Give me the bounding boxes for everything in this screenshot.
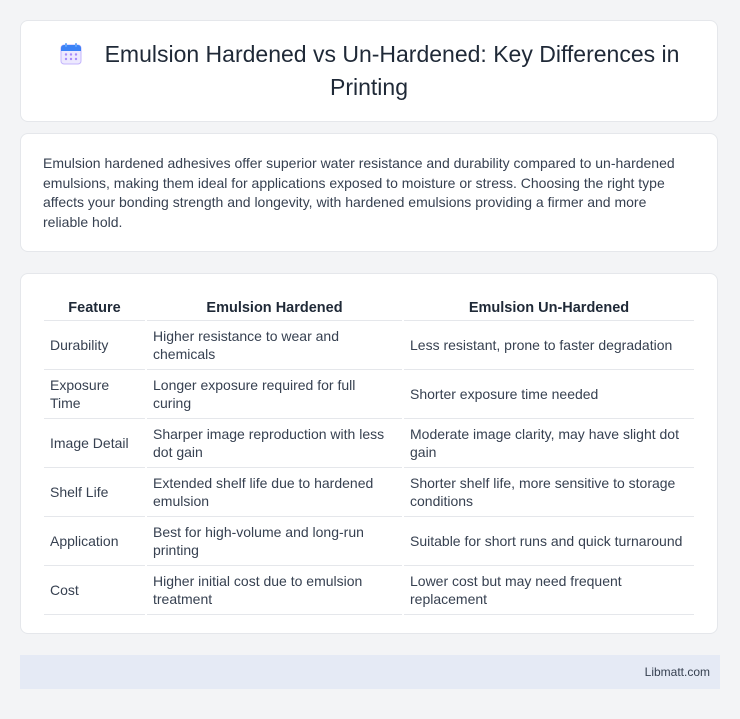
header-unhardened: Emulsion Un-Hardened [404,294,694,321]
row-hardened: Best for high-volume and long-run printing [147,517,402,566]
row-hardened: Longer exposure required for full curing [147,370,402,419]
row-feature: Durability [44,321,145,370]
row-unhardened: Lower cost but may need frequent replacement [404,566,694,615]
intro-card [20,133,718,252]
row-hardened: Higher resistance to wear and chemicals [147,321,402,370]
row-hardened: Higher initial cost due to emulsion treatment [147,566,402,615]
row-unhardened: Moderate image clarity, may have slight dot gain [404,419,694,468]
page-title: Emulsion Hardened vs Un-Hardened: Key Differences in Printing [104,41,680,100]
intro-paragraph: Emulsion hardened adhesives offer superior water resistance and durability compared to un-hardened emulsions, making them ideal for applications exposed to moisture or stress. Choosing the right type affects your bonding strength and longevity, with hardened emulsions providing a firmer and more reliable hold. [43,155,675,230]
table-row [44,566,694,615]
row-feature: Image Detail [44,419,145,468]
header-feature: Feature [44,294,145,321]
table-row [44,517,694,566]
row-unhardened: Shorter shelf life, more sensitive to storage conditions [404,468,694,517]
header-hardened: Emulsion Hardened [147,294,402,321]
table-row [44,419,694,468]
comparison-table [42,294,696,615]
title-card [20,20,718,122]
table-row [44,370,694,419]
page-title-wrap [49,40,689,102]
row-unhardened: Suitable for short runs and quick turnaround [404,517,694,566]
table-header-row [44,294,694,321]
footer-bar [20,655,720,689]
footer-brand: Libmatt.com [644,665,710,679]
row-feature: Exposure Time [44,370,145,419]
row-hardened: Extended shelf life due to hardened emulsion [147,468,402,517]
table-row [44,468,694,517]
calendar-icon [59,42,83,73]
row-feature: Cost [44,566,145,615]
table-row [44,321,694,370]
row-unhardened: Shorter exposure time needed [404,370,694,419]
comparison-card [20,273,718,634]
row-feature: Application [44,517,145,566]
row-feature: Shelf Life [44,468,145,517]
row-unhardened: Less resistant, prone to faster degradation [404,321,694,370]
row-hardened: Sharper image reproduction with less dot gain [147,419,402,468]
